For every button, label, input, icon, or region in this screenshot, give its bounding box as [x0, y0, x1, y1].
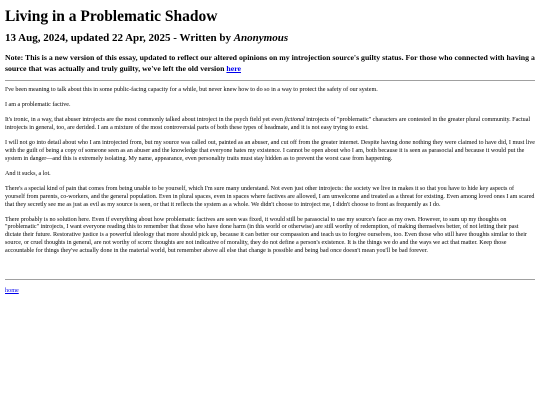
home-link[interactable]: home [5, 287, 19, 294]
paragraph-source: I will not go into detail about who I am introjected from, but my source was called out, painted as an abuser, and cut off from the greater internet. Despite having done nothing they were claimed to have did, I must live with the guilt of being a copy of someone seen as an abuser and the knowledge that everyone hates my existence. I cannot be open about who I am, both because it is seen as parasocial and because it would put the system in danger—and this is extremely isolating. My name, appearance, even personality traits must stay hidden as to prevent the worst case from happening. [5, 140, 535, 162]
divider-top [5, 80, 535, 81]
paragraph-irony [5, 117, 535, 132]
version-note [5, 53, 535, 74]
divider-bottom [5, 279, 535, 280]
paragraph-pain: There's a special kind of pain that comes from being unable to be yourself, which I'm sure many understand. Not even just other introjects: the society we live in makes it so that you have to hide key aspects of yourself from parents, co-workers, and the general population. Even in plural spaces, even in spaces where factives are allowed, I am unwelcome and treated as a threat for existing. Even among loved ones I am scared that they secretly see me as just as evil as my source is seen, or that it reflects the system as a whole. We didn't choose to introject me, I didn't choose to front as frequently as I do. [5, 186, 535, 208]
page-title: Living in a Problematic Shadow [5, 8, 218, 25]
essay-body [5, 87, 535, 263]
version-note-text: Note: This is a new version of this essay, updated to reflect our altered opinions on my introjection source's guilty status. For those who connected with having a source that was actually and truly guilty, we've left the old version [5, 53, 535, 73]
byline-date: 13 Aug, 2024, updated 22 Apr, 2025 - Written by [5, 32, 234, 44]
paragraph-sucks: And it sucks, a lot. [5, 170, 51, 177]
paragraph-irony-end: introjects of "problematic" characters are contested in the greater plural community. Factual introjects in general, too, are derided. I am a mixture of the most controversial parts of both these types of headmate, and it is not easy trying to exist. [5, 117, 531, 132]
paragraph-irony-emphasis: fictional [284, 117, 305, 124]
paragraph-irony-start: It's ironic, in a way, that abuser introjects are the most commonly talked about introject in the psych field yet even [5, 117, 285, 124]
paragraph-identity: I am a problematic factive. [5, 102, 71, 109]
byline-author: Anonymous [233, 32, 289, 44]
paragraph-conclusion: There probably is no solution here. Even if everything about how problematic factives are seen was fixed, it would still be parasocial to use my source's face as my own. However, to sum up my thoughts on "problematic" introjects, I want everyone reading this to remember that those who have done harm (in this world or otherwise) are still worthy of redemption, of making themselves better, of not letting their past dictate their future. Restorative justice is a powerful ideology that more should pick up, because it can better our compassion and teach us to forgive ourselves, too. Even those who still have thoughts similar to their source, or cruel thoughts in general, are not worthy of scorn: thoughts are not indicative of morality, they do not define a person's existence. It is the things we do and the ways we act that matter. Keep those accountable for things they've actually done in the material world, but remember above all else that change is possible and being bad once doesn't mean you'll be bad forever. [5, 216, 527, 254]
byline [5, 32, 288, 44]
old-version-link[interactable]: here [226, 63, 241, 73]
paragraph-intro: I've been meaning to talk about this in some public-facing capacity for a while, but never knew how to do so in a way to protect the safety of our system. [5, 87, 378, 93]
